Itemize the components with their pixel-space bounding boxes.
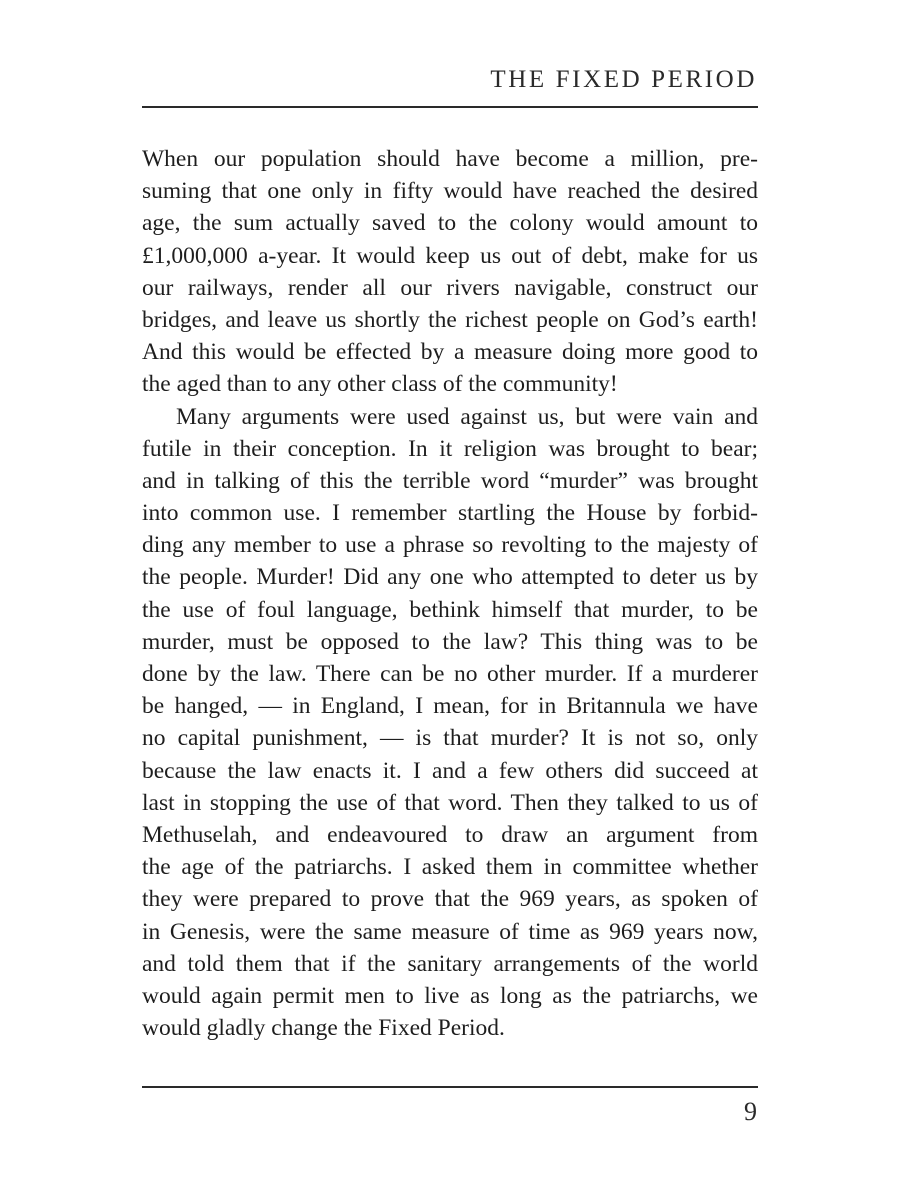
text-line: in Genesis, were the same measure of time as 969 years now, (142, 918, 758, 945)
text-line: murder, must be opposed to the law? This thing was to be (142, 628, 758, 655)
text-line: Methuselah, and endeavoured to draw an argument from (142, 821, 758, 848)
text-line: would gladly change the Fixed Period. (142, 1015, 505, 1042)
text-line: last in stopping the use of that word. Then they talked to us of (142, 789, 758, 816)
text-line: be hanged, — in England, I mean, for in Britannula we have (142, 693, 758, 720)
text-line: Many arguments were used against us, but were vain and (176, 403, 758, 430)
text-line: bridges, and leave us shortly the richest people on God’s earth! (142, 306, 758, 333)
text-line: because the law enacts it. I and a few others did succeed at (142, 757, 758, 784)
text-line: the people. Murder! Did any one who attempted to deter us by (142, 564, 758, 591)
body-text (142, 143, 758, 1044)
text-line: the age of the patriarchs. I asked them in committee whether (142, 854, 758, 881)
text-line: our railways, render all our rivers navigable, construct our (142, 274, 758, 301)
text-line: age, the sum actually saved to the colony would amount to (142, 210, 758, 237)
header-rule (142, 106, 758, 108)
text-line: and told them that if the sanitary arrangements of the world (142, 950, 758, 977)
text-line: futile in their conception. In it religion was brought to bear; (142, 435, 758, 462)
running-head-title: THE FIXED PERIOD (490, 66, 757, 93)
paragraph-1 (142, 143, 758, 401)
text-line: they were prepared to prove that the 969 years, as spoken of (142, 886, 758, 913)
text-line: done by the law. There can be no other murder. If a murderer (142, 661, 758, 687)
text-line: into common use. I remember startling the House by forbid- (142, 500, 758, 527)
text-line: When our population should have become a million, pre- (142, 146, 758, 172)
text-line: no capital punishment, — is that murder? It is not so, only (142, 725, 758, 752)
text-line: would again permit men to live as long as the patriarchs, we (142, 982, 758, 1009)
text-line: the use of foul language, bethink himself that murder, to be (142, 596, 758, 623)
text-line: And this would be effected by a measure doing more good to (142, 339, 758, 366)
paragraph-2 (142, 401, 758, 1045)
page-number: 9 (744, 1097, 757, 1126)
text-line: the aged than to any other class of the community! (142, 371, 618, 398)
text-line: £1,000,000 a-year. It would keep us out of debt, make for us (142, 242, 758, 269)
text-line: suming that one only in fifty would have reached the desired (142, 178, 758, 205)
footer-rule (142, 1086, 758, 1088)
text-line: and in talking of this the terrible word “murder” was brought (142, 467, 758, 494)
text-line: ding any member to use a phrase so revolting to the majesty of (142, 532, 758, 559)
